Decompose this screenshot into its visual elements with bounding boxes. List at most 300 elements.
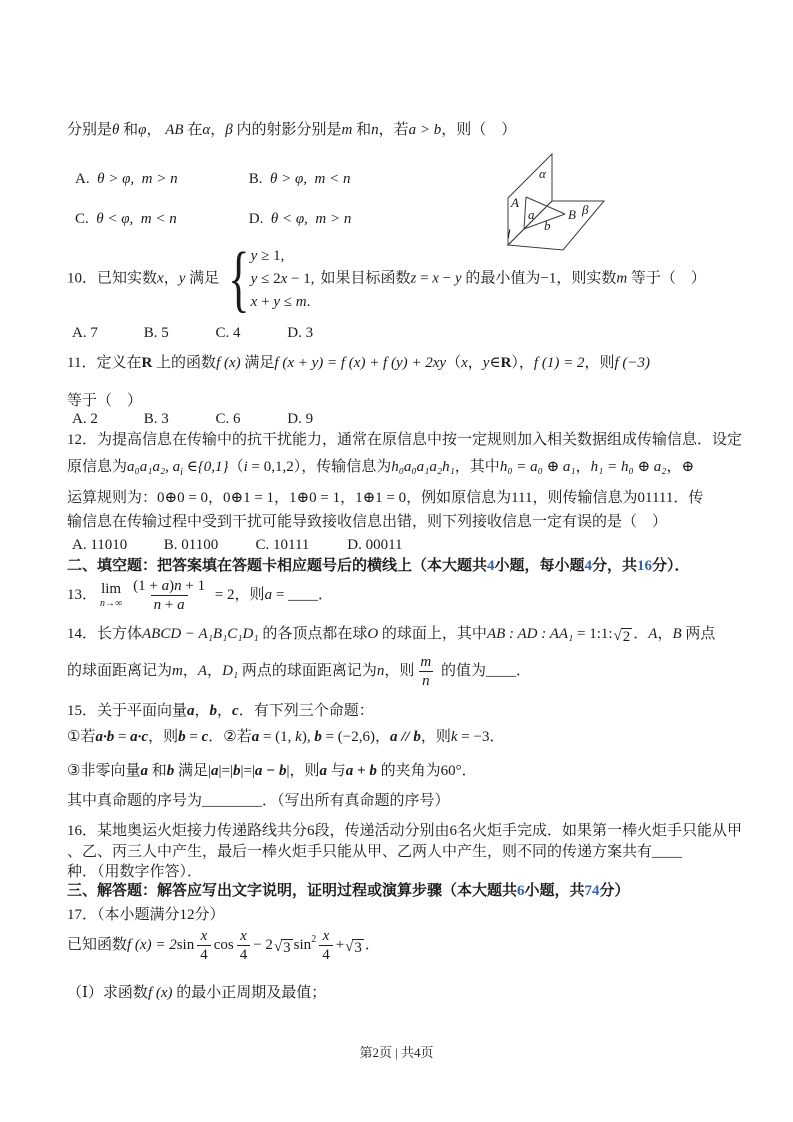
text-run: − — [438, 270, 455, 287]
text-run: x — [280, 271, 288, 287]
text-run — [319, 945, 333, 964]
text-run: a·b — [95, 729, 115, 745]
option-c — [216, 409, 284, 429]
text-run: ， — [163, 270, 179, 287]
text-run: 6 — [517, 883, 525, 899]
text-run: . — [306, 294, 311, 310]
text-run: C. 6 — [215, 411, 241, 427]
text-run: cos — [213, 936, 234, 953]
text-run: lim — [101, 581, 122, 597]
text-run: x — [200, 928, 208, 944]
text-run: 的球面距离记为 — [67, 662, 173, 679]
text-run — [345, 939, 364, 957]
option-c — [216, 323, 284, 343]
text-run: b — [209, 703, 218, 719]
text-run: ABCD − A₁B₁C₁D₁ — [142, 626, 259, 642]
text-run: x — [461, 355, 468, 371]
text-run: n — [153, 597, 162, 613]
segment-a — [524, 197, 526, 229]
text-run — [251, 293, 315, 311]
text-run: ， — [182, 662, 198, 679]
text-run: i — [243, 459, 248, 475]
text-run: { — [228, 238, 250, 320]
text-run: ，若 — [378, 122, 409, 138]
text-run: A — [197, 662, 208, 679]
text-run: n — [100, 598, 106, 609]
text-run: 运算规则为：0⊕0 = 0，0⊕1 = 1，1⊕0 = 1，1⊕1 = 0，例如原信息为111，则传输信息为01111．传 — [67, 490, 704, 506]
text-run: B. 5 — [143, 325, 169, 341]
text-run: = 2，则 — [211, 586, 265, 603]
text-run: 16．某地奥运火炬接力传递路线共分6段，传递活动分别由6名火炬手完成．如果第一棒火炬手只能从甲 — [67, 823, 743, 839]
text-run: B. — [248, 171, 271, 187]
text-run: n — [376, 662, 385, 679]
text-run: y — [482, 355, 490, 371]
text-run: 分别是 — [67, 122, 113, 138]
plane-beta-outline — [508, 201, 604, 250]
question-17-part-1 — [67, 983, 326, 1003]
text-run: 和 — [119, 122, 139, 138]
text-run: 原信息为 — [67, 459, 128, 475]
text-run: y — [454, 270, 462, 287]
question-11-text-line-2 — [67, 391, 142, 411]
text-run: 输信息在传输过程中受到干扰可能导致接收信息出错，则下列接收信息一定有误的是（ ） — [67, 514, 668, 530]
text-run: x — [250, 294, 258, 310]
text-run: 2 — [311, 933, 317, 945]
text-run: = (1, — [259, 729, 296, 745]
text-run: 2 — [622, 629, 631, 645]
text-run: ≥ 1, — [257, 248, 285, 264]
text-run: y — [178, 270, 186, 287]
question-15-answer-line — [67, 791, 450, 811]
text-run: 的最小值为−1，则实数 — [461, 270, 617, 287]
text-run — [130, 577, 208, 595]
text-run: 两点 — [681, 626, 716, 642]
text-run: ， — [194, 703, 210, 719]
question-16-text-line-2 — [67, 842, 682, 862]
text-run: C. 4 — [215, 325, 241, 341]
text-run: (1 + — [133, 578, 162, 594]
text-run: ， — [657, 626, 673, 642]
text-run — [320, 927, 333, 945]
text-run: 如果目标函数 — [320, 270, 411, 287]
text-run: θ > φ, m < n — [270, 171, 351, 187]
text-run: R — [500, 355, 512, 371]
text-run: a // b — [390, 729, 421, 745]
text-run — [352, 939, 364, 957]
text-run: （ — [228, 459, 244, 475]
option-a — [75, 169, 245, 189]
option-b — [249, 169, 351, 189]
text-run: 16 — [637, 558, 653, 574]
text-run: ． — [633, 626, 649, 642]
text-run: a — [264, 586, 273, 603]
text-run: B. 01100 — [163, 537, 219, 553]
text-run: ， — [217, 703, 233, 719]
question-15-proposition-3 — [67, 761, 477, 781]
label-beta: β — [582, 202, 589, 217]
question-9-options-row-2 — [75, 209, 351, 229]
text-run: 4 — [200, 947, 208, 963]
text-run — [419, 671, 433, 690]
text-run: sin — [176, 936, 195, 953]
text-run: D. 00011 — [347, 537, 403, 553]
text-run: θ — [112, 122, 120, 138]
text-run: C. 10111 — [255, 537, 310, 553]
label-alpha: α — [539, 166, 546, 181]
text-run: 等于（ ） — [627, 270, 706, 287]
text-run — [319, 927, 333, 964]
page-footer: 第2页 | 共4页 — [359, 1045, 434, 1060]
text-run — [130, 577, 208, 614]
text-run: O — [367, 626, 379, 642]
text-run: D. 9 — [287, 411, 314, 427]
text-run: + 1 — [181, 578, 206, 594]
text-run: k — [450, 729, 458, 745]
text-run: 满足 — [240, 355, 275, 371]
text-run: 的各顶点都在球 — [258, 626, 368, 642]
question-16-text-line-3 — [67, 862, 202, 882]
question-15-proposition-1-2 — [67, 727, 504, 747]
option-d — [249, 209, 352, 229]
text-run: 二、填空题：把答案填在答题卡相应题号后的横线上（本大题共 — [67, 558, 488, 574]
text-run: A — [648, 626, 658, 642]
text-run: x — [240, 928, 247, 944]
text-run: 满足 — [185, 270, 220, 287]
text-run: ．②若 — [208, 729, 252, 745]
dihedral-planes-figure — [495, 146, 635, 251]
text-run: sin — [293, 936, 312, 953]
text-run: 的值为____． — [437, 662, 532, 679]
text-run: 15．关于平面向量 — [67, 703, 188, 719]
text-run: 满足| — [174, 763, 211, 779]
text-run: 4 — [322, 947, 330, 963]
text-run: 与 — [327, 763, 346, 779]
text-run: D. — [248, 211, 271, 227]
text-run — [621, 628, 633, 646]
text-run: a + b — [345, 763, 377, 779]
text-run: 的最小正周期及最值； — [172, 985, 327, 1001]
text-run: − 2 — [253, 936, 273, 953]
option-b — [144, 409, 212, 429]
question-9-options-row-1 — [75, 169, 351, 189]
text-run: D. 3 — [287, 325, 314, 341]
text-run — [221, 238, 315, 320]
text-run: n — [422, 673, 430, 689]
text-run — [251, 247, 315, 265]
text-run — [281, 939, 293, 957]
text-run: − 1, — [287, 271, 315, 287]
text-run: ，⊕ — [666, 459, 695, 475]
text-run — [100, 582, 122, 609]
text-run: R — [141, 355, 153, 371]
text-run — [151, 595, 188, 614]
question-10-text — [67, 238, 706, 320]
text-run — [198, 927, 211, 945]
text-run: 和 — [147, 763, 167, 779]
text-run: 17．（本小题满分12分） — [67, 907, 225, 923]
text-run: 3 — [283, 939, 291, 956]
text-run: A. 2 — [72, 411, 98, 427]
question-10-options — [72, 323, 313, 343]
text-run: a — [210, 763, 219, 779]
text-run: 内的射影分别是 — [232, 122, 342, 138]
text-run: ③非零向量 — [67, 763, 141, 779]
text-run: 已知函数 — [67, 936, 128, 953]
text-run: β — [225, 122, 233, 138]
label-b: b — [544, 218, 551, 233]
text-run: f (x) — [216, 355, 241, 371]
text-run: m — [420, 654, 432, 670]
text-run: 等于（ ） — [67, 393, 143, 409]
text-run: ≤ — [279, 294, 296, 310]
text-run: φ — [138, 122, 147, 138]
text-run: + — [161, 597, 178, 613]
option-b — [144, 323, 212, 343]
text-run: i — [180, 467, 183, 478]
question-12-text-line-1 — [67, 430, 742, 450]
text-run: θ < φ, m < n — [96, 211, 177, 227]
text-run: B. 3 — [143, 411, 169, 427]
question-12-text-line-2 — [67, 457, 694, 483]
text-run: 10．已知实数 — [67, 270, 158, 287]
text-run: h₁ = h₀ ⊕ a₂ — [590, 459, 667, 475]
text-run: m — [616, 270, 628, 287]
text-run: f (1) = 2 — [533, 355, 585, 371]
text-run: 11．定义在 — [67, 355, 142, 371]
text-run: = ____． — [272, 586, 334, 603]
text-run — [100, 599, 122, 609]
text-run: m — [295, 294, 307, 310]
text-run: ， — [575, 459, 591, 475]
text-run: c — [201, 729, 209, 745]
text-run: = — [416, 270, 433, 287]
text-run: 分，共 — [592, 558, 638, 574]
option-c — [256, 535, 344, 555]
text-run: x — [157, 270, 164, 287]
text-run: b — [166, 763, 175, 779]
text-run: AB : AD : AA₁ — [486, 626, 574, 642]
text-run: a — [161, 578, 170, 594]
text-run: 其中真命题的序号为________．（写出所有真命题的序号） — [67, 793, 450, 809]
text-run: 12．为提高信息在传输中的抗干扰能力，通常在原信息中按一定规则加入相关数据组成传输信息．设定 — [67, 432, 743, 448]
question-12-text-line-4 — [67, 512, 667, 532]
text-run: a — [319, 763, 328, 779]
text-run: = 1:1: — [573, 626, 613, 642]
text-run: ． — [364, 936, 380, 953]
text-run: b — [178, 729, 186, 745]
text-run: a — [187, 703, 195, 719]
section-2-header — [67, 556, 690, 576]
text-run: 分） — [599, 883, 630, 899]
text-run: f (x) = 2 — [127, 936, 177, 953]
text-run: 上的函数 — [152, 355, 217, 371]
text-run: 13． — [67, 586, 98, 603]
text-run: 的球面上，其中 — [378, 626, 487, 642]
text-run: a — [140, 763, 148, 779]
text-run: →∞ — [105, 598, 123, 609]
text-run — [417, 653, 434, 671]
text-run: 分）． — [652, 558, 690, 574]
label-a: a — [528, 207, 535, 222]
text-run: A. 7 — [72, 325, 98, 341]
text-run: y — [273, 294, 280, 310]
text-run: a — [177, 597, 185, 613]
question-14-text-line-2 — [67, 653, 531, 690]
text-run: k — [295, 729, 302, 745]
text-run: ，则 — [384, 662, 415, 679]
option-d — [347, 535, 402, 555]
text-run: ．有下列三个命题： — [238, 703, 374, 719]
text-run — [251, 270, 315, 288]
text-run: c — [232, 703, 239, 719]
text-run: n — [174, 578, 182, 594]
text-run: = 0,1,2），传输信息为 — [247, 459, 392, 475]
text-run — [237, 945, 251, 964]
text-run: = −3． — [457, 729, 505, 745]
text-run: θ < φ, m > n — [270, 211, 352, 227]
text-run: n — [371, 122, 379, 138]
text-run: a·c — [130, 729, 149, 745]
text-run — [101, 582, 121, 597]
option-c — [75, 209, 245, 229]
text-run: ∈ — [489, 355, 501, 371]
text-run: ，则 — [420, 729, 451, 745]
text-run: ，则 — [584, 355, 615, 371]
text-run: a — [251, 729, 260, 745]
option-b — [164, 535, 252, 555]
label-point-b-cap: B — [568, 207, 576, 222]
text-run: 三、解答题：解答应写出文字说明，证明过程或演算步骤（本大题共 — [67, 883, 518, 899]
text-run: |=| — [240, 763, 255, 779]
text-run: f (x) — [147, 985, 173, 1001]
text-run: 在 — [183, 122, 203, 138]
question-12-options — [72, 535, 403, 555]
text-run: y — [250, 271, 258, 287]
text-run: ， — [146, 122, 166, 138]
text-run: C. — [75, 211, 97, 227]
text-run: |，则 — [286, 763, 320, 779]
text-run: AB — [165, 122, 184, 138]
text-run: D₁ — [222, 662, 239, 679]
text-run: √ — [345, 938, 354, 955]
text-run: b — [232, 763, 241, 779]
question-17-label — [67, 905, 225, 925]
text-run: y — [250, 248, 258, 264]
exam-page-content — [67, 118, 747, 1048]
text-run: ≤ 2 — [257, 271, 281, 287]
text-run: z — [410, 270, 417, 287]
option-d — [287, 323, 313, 343]
text-run: x — [432, 270, 439, 287]
text-run: √ — [273, 938, 283, 955]
text-run: 74 — [584, 883, 600, 899]
question-11-options — [72, 409, 313, 429]
text-run: a₀a₁a₂, a — [127, 459, 181, 475]
question-11-text-line-1 — [67, 353, 650, 373]
text-run: A. — [75, 171, 98, 187]
option-d — [287, 409, 313, 429]
text-run: ，其中 — [454, 459, 500, 475]
text-run: ∈{0,1} — [182, 459, 229, 475]
option-a — [72, 535, 160, 555]
text-run: = (−2,6)， — [321, 729, 391, 745]
question-14-text-line-1 — [67, 624, 715, 646]
label-line-l: l — [507, 226, 511, 241]
text-run: |=| — [218, 763, 233, 779]
text-run: B — [672, 626, 682, 642]
text-run: 的夹角为60°． — [376, 763, 477, 779]
text-run: α — [202, 122, 211, 138]
text-run: ， — [207, 662, 223, 679]
question-12-text-line-3 — [67, 488, 703, 508]
text-run: 两点的球面距离记为 — [238, 662, 377, 679]
text-run — [417, 653, 434, 690]
text-run: = — [185, 729, 202, 745]
text-run: x — [322, 928, 330, 944]
text-run: = — [114, 729, 131, 745]
text-run: ， — [467, 355, 483, 371]
text-run: √ — [613, 628, 622, 644]
question-17-formula — [67, 927, 380, 964]
text-run — [197, 945, 211, 964]
text-run: 小题，共 — [524, 883, 585, 899]
text-run: a − b — [254, 763, 287, 779]
text-run: f (−3) — [614, 355, 650, 371]
question-16-text-line-1 — [67, 821, 742, 841]
text-run — [274, 939, 293, 957]
text-run: 小题，每小题 — [494, 558, 585, 574]
text-run: θ > φ, m > n — [97, 171, 178, 187]
text-run — [614, 628, 633, 646]
text-run: + — [335, 936, 345, 953]
text-run: 4 — [584, 558, 593, 574]
text-run: f (x + y) = f (x) + f (y) + 2xy — [274, 355, 447, 371]
text-run: m — [341, 122, 353, 138]
text-run: 4 — [239, 947, 248, 963]
question-13-text — [67, 577, 333, 614]
section-3-header — [67, 881, 630, 901]
label-point-a-cap: A — [511, 195, 519, 210]
text-run: A. 11010 — [72, 537, 128, 553]
option-a — [72, 323, 140, 343]
question-9-text — [67, 120, 516, 140]
text-run: h₀a₀a₁a₂h₁ — [391, 459, 455, 475]
text-run: 、乙、丙三人中产生，最后一棒火炬手只能从甲、乙两人中产生，则不同的传递方案共有____ — [67, 844, 683, 860]
text-run: （Ⅰ）求函数 — [67, 985, 148, 1001]
text-run: 4 — [487, 558, 495, 574]
text-run: 和 — [352, 122, 372, 138]
text-run: （ — [446, 355, 462, 371]
text-run: ， — [210, 122, 226, 138]
text-run: h₀ = a₀ ⊕ a₁ — [499, 459, 576, 475]
text-run — [197, 927, 211, 964]
text-run: ①若 — [67, 729, 96, 745]
option-a — [72, 409, 140, 429]
text-run — [237, 927, 251, 964]
text-run: b — [314, 729, 322, 745]
text-run: a > b — [408, 122, 442, 138]
text-run: ，则 — [148, 729, 179, 745]
text-run: ) — [169, 578, 175, 594]
text-run: m — [172, 662, 183, 679]
text-run: ), — [301, 729, 315, 745]
text-run: 3 — [354, 939, 362, 956]
text-run: 14．长方体 — [67, 626, 143, 642]
text-run — [237, 927, 250, 945]
text-run: ，则（ ） — [441, 122, 517, 138]
question-15-text-line-1 — [67, 701, 374, 721]
text-run: ）， — [511, 355, 534, 371]
